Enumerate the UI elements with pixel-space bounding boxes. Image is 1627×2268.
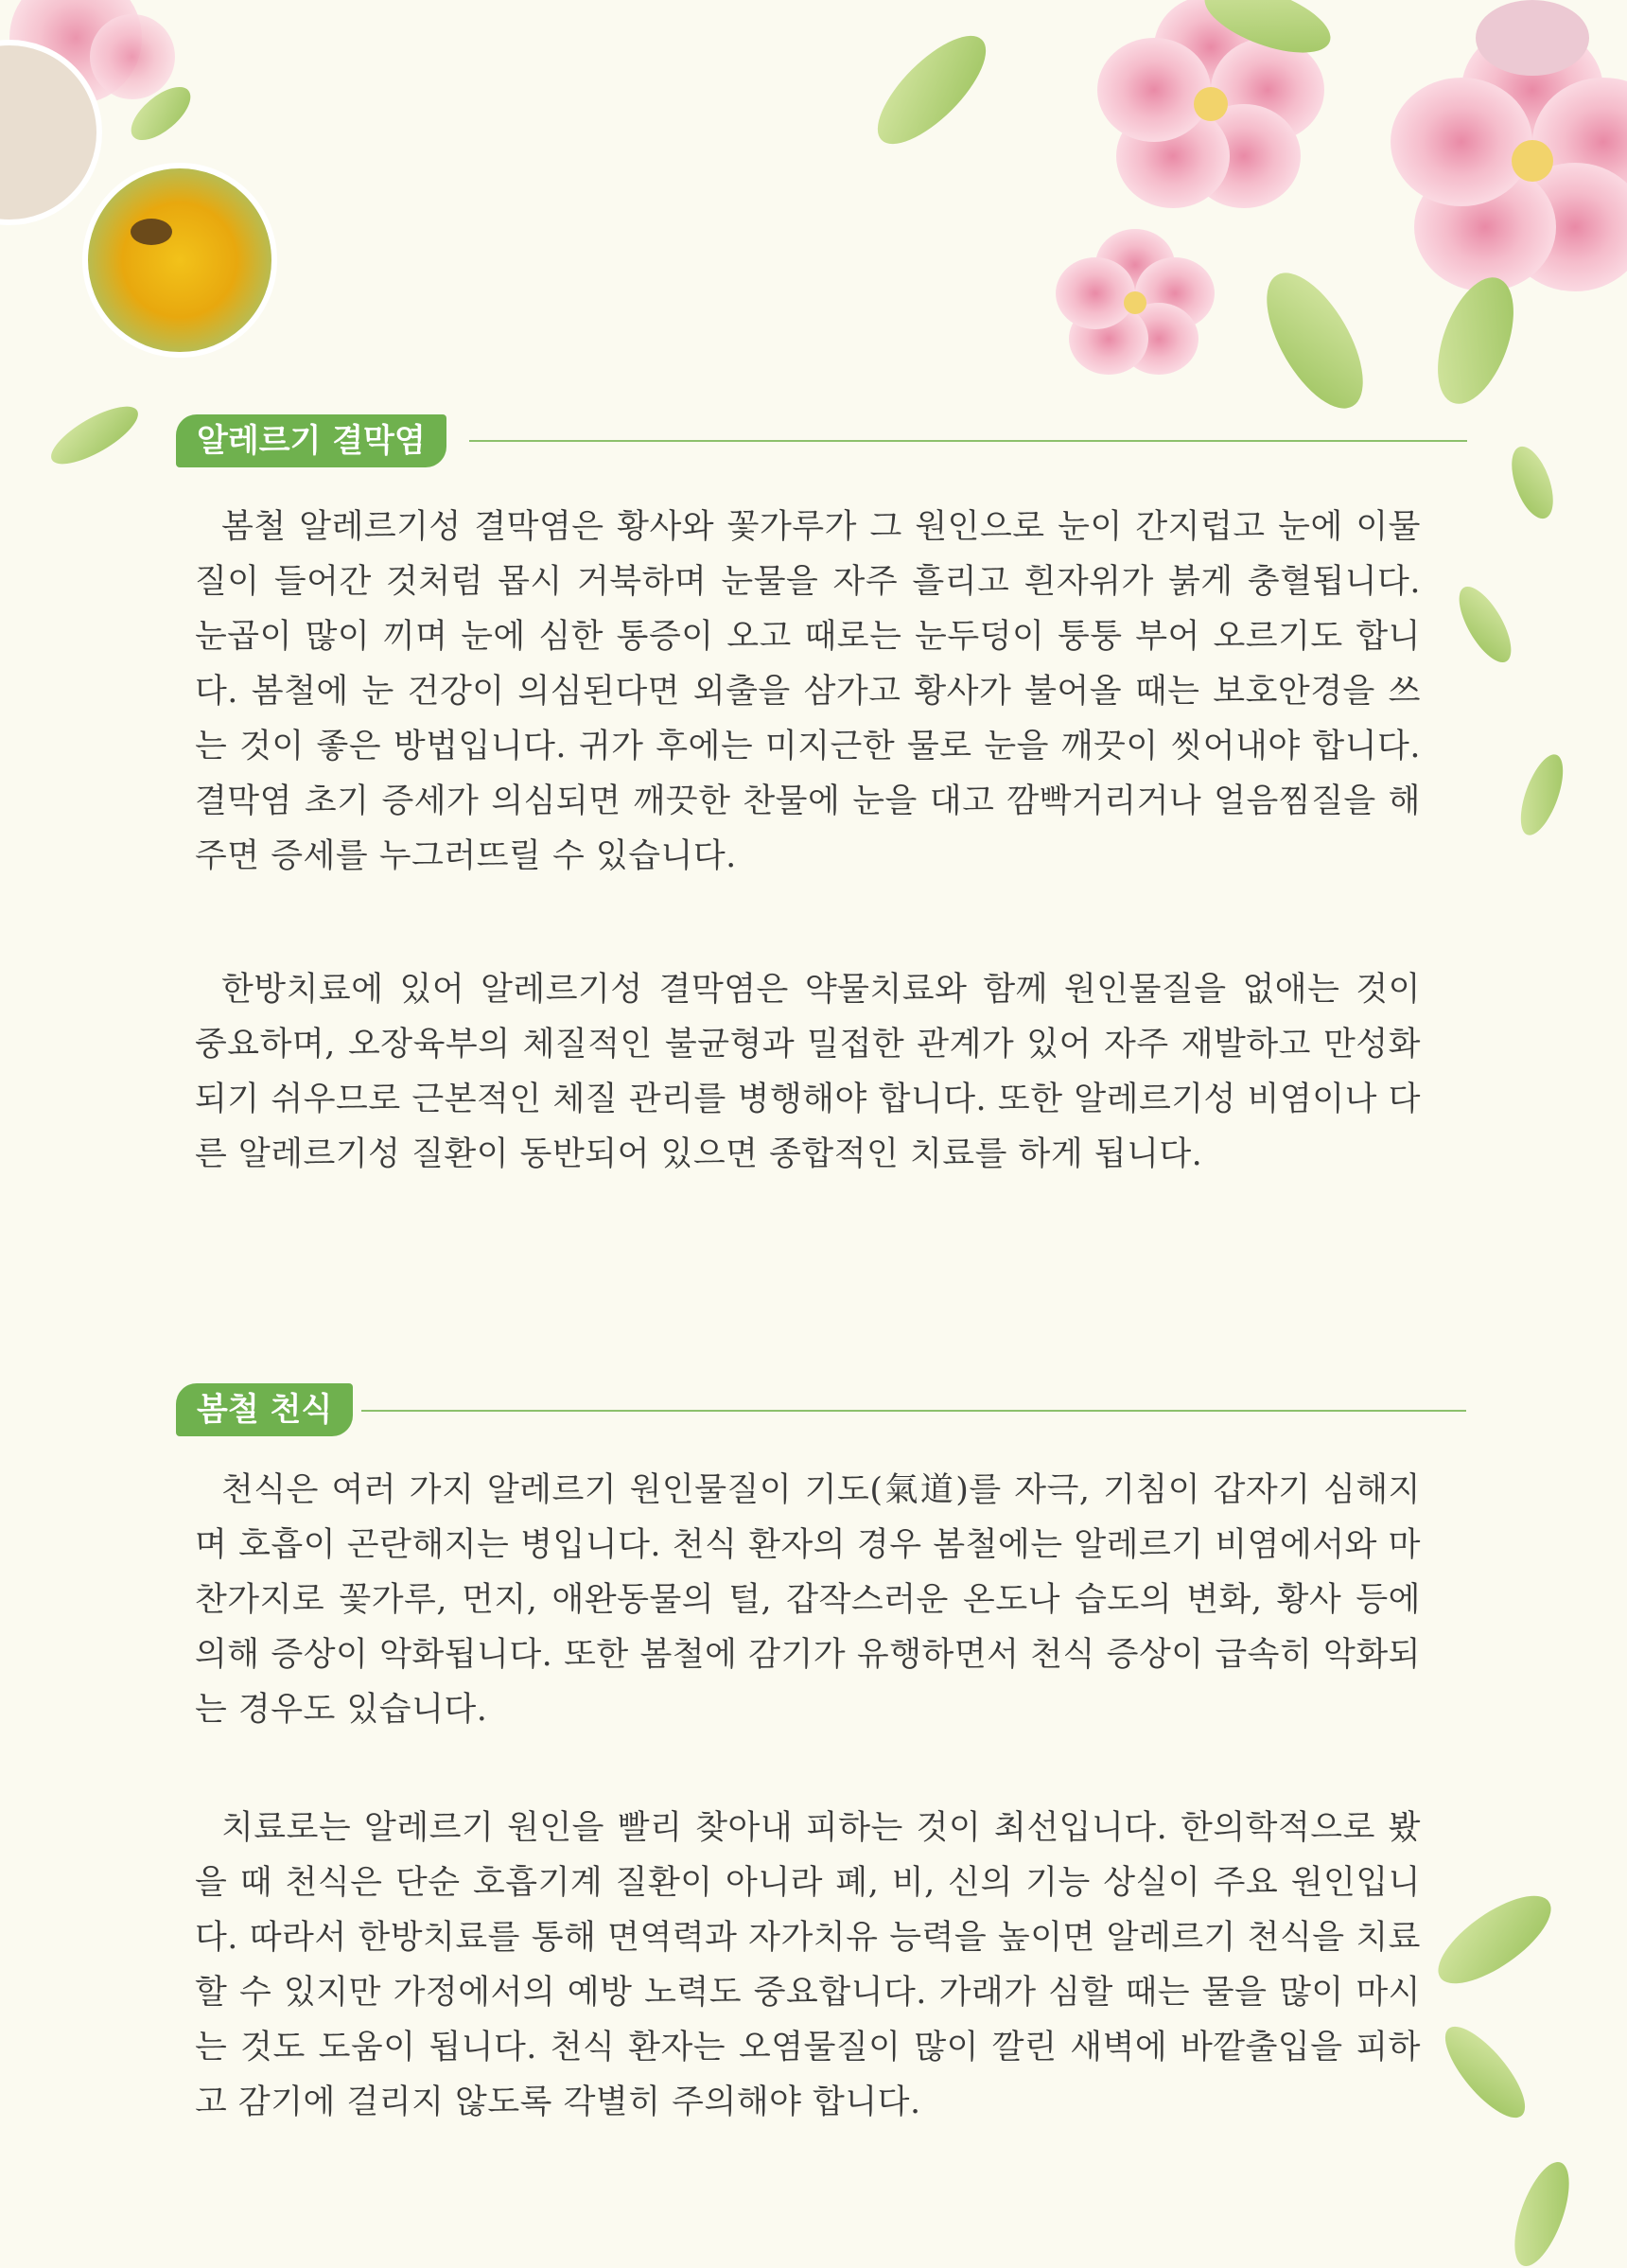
section-title: 봄철 천식	[176, 1383, 353, 1436]
section-title: 알레르기 결막염	[176, 414, 446, 467]
paragraph: 치료로는 알레르기 원인을 빨리 찾아내 피하는 것이 최선입니다. 한의학적으로 봤을 때 천식은 단순 호흡기계 질환이 아니라 폐, 비, 신의 기능 상실이 주요 원인입니다. 따라서 한방치료를 통해 면역력과 자가치유 능력을 높이면 알레르기 천식을 치료할 수 있지만 가정에서의 예방 노력도 중요합니다. 가래가 심할 때는 물을 많이 마시는 것도 도움이 됩니다. 천식 환자는 오염물질이 많이 깔린 새벽에 바깥출입을 피하고 감기에 걸리지 않도록 각별히 주의해야 합니다.	[195, 1809, 1421, 2121]
section-divider	[361, 1410, 1466, 1412]
top-left-blossom	[9, 0, 175, 104]
paragraph: 천식은 여러 가지 알레르기 원인물질이 기도(氣道)를 자극, 기침이 갑자기 심해지며 호흡이 곤란해지는 병입니다. 천식 환자의 경우 봄철에는 알레르기 비염에서와 마찬가지로 꽃가루, 먼지, 애완동물의 털, 갑작스러운 온도나 습도의 변화, 황사 등에 의해 증상이 악화됩니다. 또한 봄철에 감기가 유행하면서 천식 증상이 급속히 악화되는 경우도 있습니다.	[195, 1471, 1421, 1729]
portrait-photo	[0, 43, 99, 222]
section-divider	[469, 440, 1467, 442]
top-right-blossoms	[1056, 0, 1627, 423]
paragraph: 한방치료에 있어 알레르기성 결막염은 약물치료와 함께 원인물질을 없애는 것이 중요하며, 오장육부의 체질적인 불균형과 밀접한 관계가 있어 자주 재발하고 만성화되기 쉬우므로 근본적인 체질 관리를 병행해야 합니다. 또한 알레르기성 비염이나 다른 알레르기성 질환이 동반되어 있으면 종합적인 치료를 하게 됩니다.	[195, 971, 1421, 1173]
bee-photo	[85, 166, 274, 355]
paragraph: 봄철 알레르기성 결막염은 황사와 꽃가루가 그 원인으로 눈이 간지럽고 눈에 이물질이 들어간 것처럼 몹시 거북하며 눈물을 자주 흘리고 흰자위가 붉게 충혈됩니다. 눈곱이 많이 끼며 눈에 심한 통증이 오고 때로는 눈두덩이 퉁퉁 부어 오르기도 합니다. 봄철에 눈 건강이 의심된다면 외출을 삼가고 황사가 불어올 때는 보호안경을 쓰는 것이 좋은 방법입니다. 귀가 후에는 미지근한 물로 눈을 깨끗이 씻어내야 합니다. 결막염 초기 증세가 의심되면 깨끗한 찬물에 눈을 대고 깜빡거리거나 얼음찜질을 해주면 증세를 누그러뜨릴 수 있습니다.	[195, 508, 1421, 875]
